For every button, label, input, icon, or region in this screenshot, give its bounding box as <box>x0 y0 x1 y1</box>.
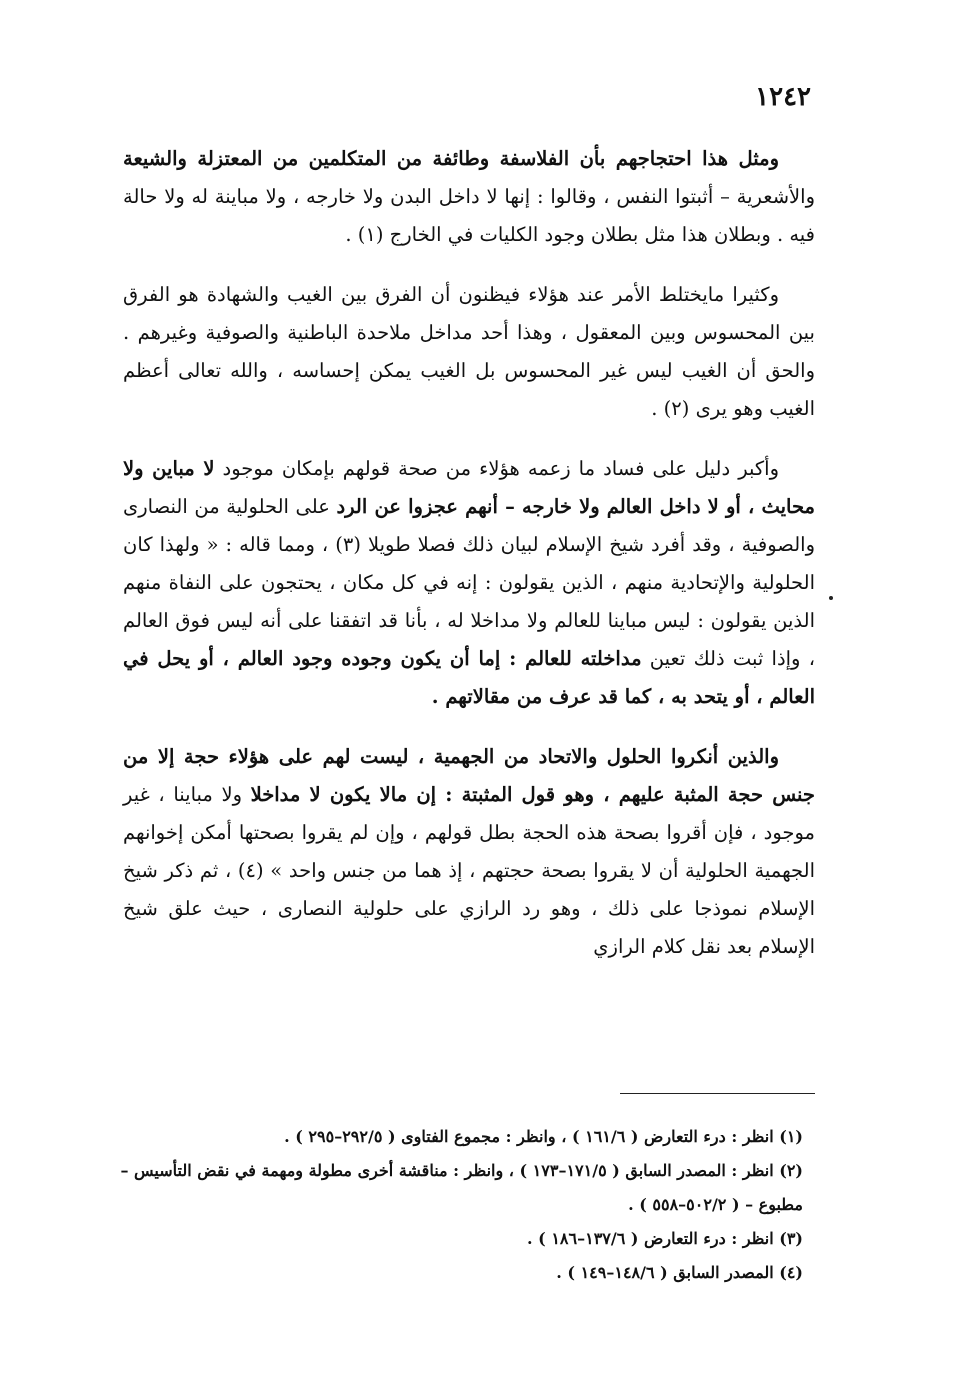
paragraph-4 <box>123 738 815 966</box>
footnote-3: (٣) انظر : درء التعارض ( ١٣٧/٦–١٨٦ ) . <box>527 1229 803 1248</box>
paragraph-3 <box>123 450 815 716</box>
paragraph-2 <box>123 276 815 428</box>
footnote-4: (٤) المصدر السابق ( ١٤٨/٦–١٤٩ ) . <box>556 1263 803 1282</box>
paragraph-2-text: وكثيرا مايختلط الأمر عند هؤلاء فيظنون أن الفرق بين الغيب والشهادة هو الفرق بين المحسوس وبين المعقول ، وهذا أحد مداخل ملاحدة الباطنية والصوفية وغيرهم . والحق أن الغيب ليس غير المحسوس بل الغيب يمكن إحساسه ، والله تعالى أعظم الغيب وهو يرى (٢) . <box>123 283 815 420</box>
paragraph-1-text: والأشعرية – أثبتوا النفس ، وقالوا : إنها لا داخل البدن ولا خارجه ، ولا مباينة له ولا حالة فيه . وبطلان هذا مثل بطلان وجود الكليات في الخارج (١) . <box>123 185 815 246</box>
paragraph-4-text-b: ولا مباينا ، غير موجود ، فإن أقروا بصحة هذه الحجة بطل قولهم ، وإن لم يقروا بصحتها أمكن إخوانهم الجهمية الحلولية أن لا يقروا بصحة حجتهم ، إذ هما من جنس واحد » (٤) ، ثم ذكر شيخ الإسلام نموذجا على ذلك ، وهو رد الرازي على حلولية النصارى ، حيث علق شيخ الإسلام بعد نقل كلام الرازي <box>123 783 816 958</box>
footnotes <box>115 1120 815 1290</box>
footnote-separator <box>620 1093 815 1094</box>
margin-mark <box>829 596 833 600</box>
paragraph-3-text-b: على الحلولية من النصارى والصوفية ، وقد أفرد شيخ الإسلام لبيان ذلك فصلا طويلا (٣) ، ومما قاله : « ولهذا كان الحلولية والإتحادية منهم ، الذين يقولون : إنه في كل مكان ، يحتجون على النفاة منهم الذين يقولون : ليس مباينا للعالم ولا مداخلا له ، بأنا قد اتفقنا على أنه ليس فوق العالم ، وإذا ثبت ذلك تعين <box>123 495 815 670</box>
paragraph-3-bold-b: مداخلته للعالم : إما أن يكون وجوده وجود العالم ، أو يحل في العالم ، أو يتحد به ، كما قد عرف من مقالاتهم . <box>123 647 815 708</box>
paragraph-1-bold: ومثل هذا احتجاجهم بأن الفلاسفة وطائفة من المتكلمين من المعتزلة والشيعة <box>123 147 779 170</box>
paragraph-3-text-a: وأكبر دليل على فساد ما زعمه هؤلاء من صحة قولهم بإمكان موجود <box>214 457 779 480</box>
body-text <box>123 140 815 988</box>
paragraph-1 <box>123 140 815 254</box>
footnote-2: (٢) انظر : المصدر السابق ( ١٧١/٥–١٧٣ ) ، وانظر : مناقشة أخرى مطولة ومهمة في نقض التأسيس – مطبوع – ( ٥٠٢/٢–٥٥٨ ) . <box>120 1161 803 1214</box>
paragraph-4-bold-a: والذين أنكروا الحلول والاتحاد من الجهمية ، ليست لهم على هؤلاء حجة إلا من جنس حجة المثبة عليهم ، وهو قول المثبتة : إن مالا يكون لا مداخلا <box>123 745 815 806</box>
paragraph-3-bold-a: لا مباين ولا محايث ، أو لا داخل العالم ولا خارجه – أنهم عجزوا عن الرد <box>123 457 815 518</box>
footnote-1: (١) انظر : درء التعارض ( ١٦١/٦ ) ، وانظر : مجموع الفتاوى ( ٢٩٢/٥–٢٩٥ ) . <box>284 1127 803 1146</box>
page-number: ١٢٤٢ <box>755 82 811 112</box>
